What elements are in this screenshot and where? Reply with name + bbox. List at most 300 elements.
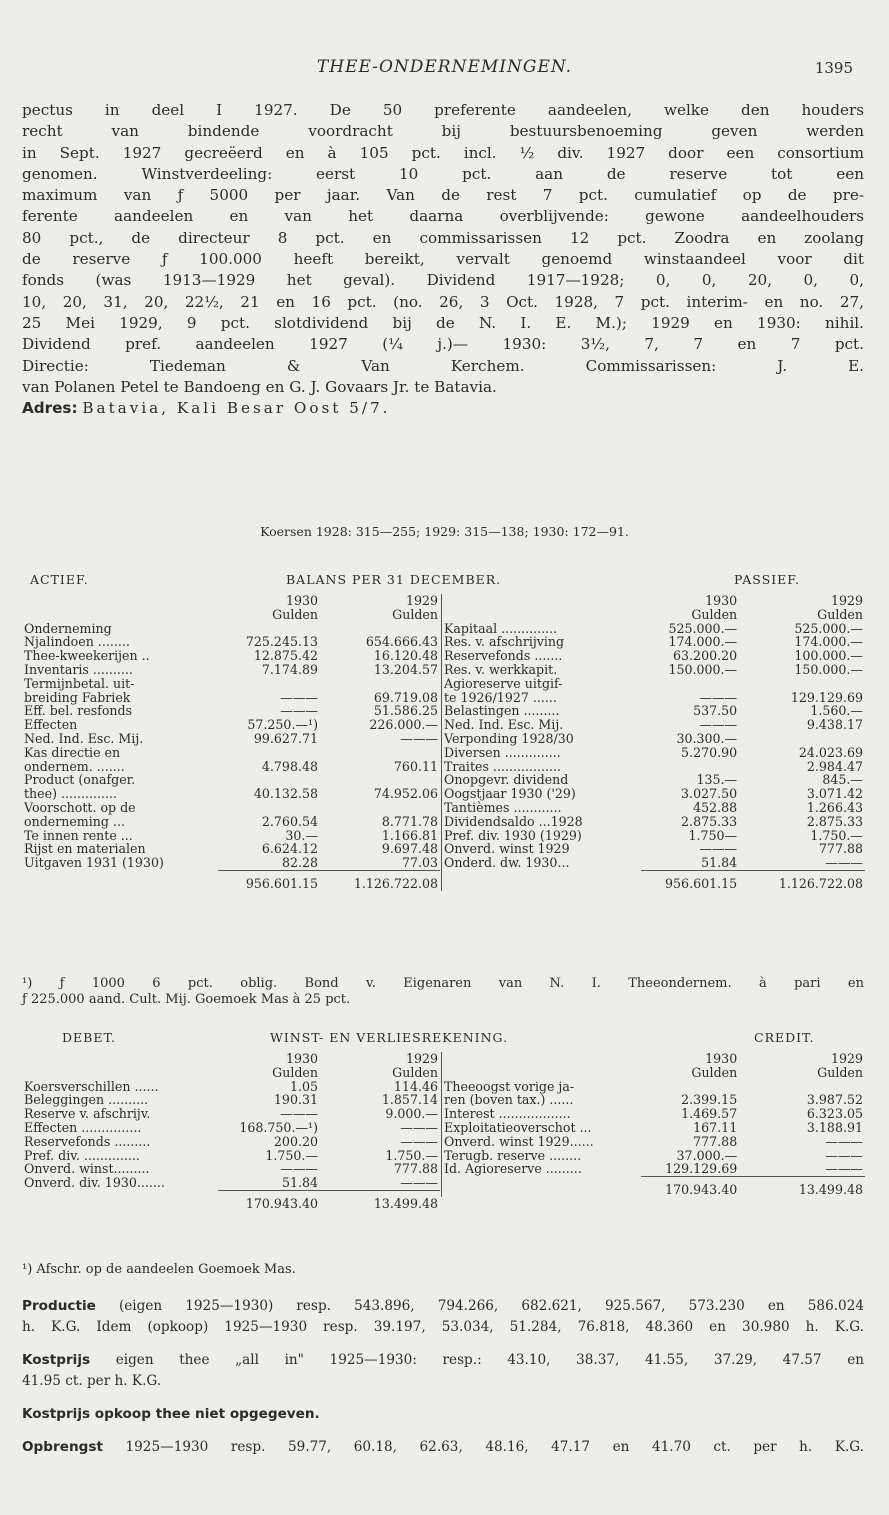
table-row: [22, 1176, 440, 1190]
row-value-1929: 1.750.—: [385, 1147, 438, 1163]
row-value-1929: 1.560.—: [810, 703, 863, 719]
total-1930: 170.943.40: [641, 1177, 739, 1197]
row-value-1930: 30.—: [285, 827, 318, 843]
productie-paragraph: [22, 1296, 864, 1339]
unit-header: Gulden: [691, 606, 738, 622]
table-row: [22, 829, 440, 843]
total-1930: 170.943.40: [218, 1190, 320, 1210]
row-value-1930: 51.84: [701, 855, 738, 871]
row-value-1930: 37.000.—: [676, 1147, 738, 1163]
total-1930: 956.601.15: [641, 870, 739, 890]
totals-spacer: [22, 1190, 218, 1210]
winst-debet-table: [22, 1052, 440, 1211]
row-value-1930: [641, 677, 739, 691]
row-value-1929: 226.000.—: [369, 717, 438, 733]
row-label: Termijnbetal. uit-: [24, 675, 135, 691]
running-header: [0, 57, 889, 81]
actief-heading: ACTIEF.: [30, 572, 89, 587]
kostprijs-paragraph: [22, 1350, 864, 1393]
unit-header: Gulden: [691, 1064, 738, 1080]
row-label: Rijst en materialen: [24, 841, 146, 857]
row-value-1930: 1.05: [289, 1078, 318, 1094]
row-value-1929: 129.129.69: [790, 689, 863, 705]
row-value-1929: 6.323.05: [806, 1106, 863, 1122]
row-label: onderneming ...: [24, 813, 125, 829]
header-spacer: [442, 1066, 642, 1080]
kostprijs-label: Kostprijs: [22, 1352, 91, 1368]
row-label: Verponding 1928/30: [442, 732, 642, 746]
productie-text: (eigen 1925—1930) resp. 543.896, 794.266, 682.621, 925.567, 573.230 en 586.024: [95, 1298, 864, 1314]
year-header-row: [22, 594, 440, 608]
row-value-1929: ———: [825, 1161, 863, 1177]
table-row: [442, 663, 866, 677]
row-label: Agioreserve uitgif-: [442, 677, 642, 691]
koersen-line: Koersen 1928: 315—255; 1929: 315—138; 1930: 172—91.: [260, 524, 629, 539]
unit-header-row: [22, 1066, 440, 1080]
table-row: [22, 677, 440, 691]
intro-line: in Sept. 1927 gecreëerd en à 105 pct. incl. ½ div. 1927 door een consortium: [22, 143, 864, 162]
row-value-1929: 9.000.—: [385, 1106, 438, 1122]
row-label: Res. v. afschrijving: [442, 635, 642, 649]
table-row: [442, 773, 866, 787]
row-label: Onverd. winst 1929......: [442, 1135, 642, 1149]
credit-heading: CREDIT.: [754, 1030, 815, 1045]
row-value-1930: 150.000.—: [668, 661, 738, 677]
unit-header: Gulden: [817, 1064, 863, 1080]
productie-line: h. K.G. Idem (opkoop) 1925—1930 resp. 39.197, 53.034, 51.284, 76.818, 48.360 en 30.980 h. K.G.: [22, 1319, 864, 1336]
running-title: THEE-ONDERNEMINGEN.: [316, 57, 573, 77]
row-value-1930: 40.132.58: [253, 786, 318, 802]
row-value-1930: 537.50: [693, 703, 738, 719]
row-value-1930: 30.300.—: [676, 730, 738, 746]
totals-spacer: [442, 870, 642, 890]
row-label: Voorschott. op de: [24, 799, 136, 815]
year-header-row: [442, 1052, 866, 1066]
table-row: [442, 1121, 866, 1135]
row-value-1929: 174.000.—: [794, 634, 863, 650]
row-value-1929: [320, 746, 440, 760]
row-value-1930: 12.875.42: [253, 648, 318, 664]
row-label: ren (boven tax.) ......: [442, 1093, 642, 1107]
row-label: thee) ..............: [24, 786, 118, 802]
row-value-1929: 777.88: [818, 841, 863, 857]
table-row: [22, 649, 440, 663]
totals-spacer: [442, 1177, 642, 1197]
row-value-1930: [641, 1080, 739, 1094]
row-value-1929: 3.188.91: [806, 1119, 863, 1135]
row-value-1930: [218, 773, 320, 787]
totals-row: [22, 1190, 440, 1210]
row-value-1930: 3.027.50: [681, 786, 738, 802]
unit-header-row: [22, 608, 440, 622]
unit-header-row: [442, 608, 866, 622]
row-value-1929: 2.984.47: [806, 758, 863, 774]
table-row: [22, 1162, 440, 1176]
row-label: Onverd. winst.........: [24, 1161, 150, 1177]
table-row: [22, 622, 440, 636]
table-row: [22, 732, 440, 746]
header-spacer: [22, 608, 218, 622]
row-value-1929: 51.586.25: [373, 703, 438, 719]
row-value-1930: ———: [699, 689, 738, 705]
row-label: Te innen rente ...: [24, 827, 133, 843]
row-value-1930: 1.469.57: [681, 1106, 738, 1122]
row-value-1930: 525.000.—: [668, 620, 738, 636]
row-label: ondernem. .......: [24, 758, 125, 774]
table-row: [442, 718, 866, 732]
productie-line: [22, 1296, 864, 1317]
row-value-1929: 16.120.48: [373, 648, 438, 664]
table-row: [22, 1121, 440, 1135]
year-1929-header: 1929: [830, 593, 863, 608]
row-label: Njalindoen ........: [24, 634, 130, 650]
row-value-1929: 69.719.08: [373, 689, 438, 705]
totals-row: [22, 870, 440, 890]
intro-line: maximum van ƒ 5000 per jaar. Van de rest 7 pct. cumulatief op de pre-: [22, 186, 864, 205]
row-label: Tantièmes ............: [442, 801, 642, 815]
unit-header: Gulden: [817, 606, 863, 622]
header-spacer: [442, 594, 642, 608]
header-spacer: [442, 1052, 642, 1066]
unit-header: Gulden: [272, 606, 318, 622]
year-header-row: [22, 1052, 440, 1066]
table-row: [442, 801, 866, 815]
row-value-1930: 168.750.—¹): [239, 1119, 318, 1135]
row-value-1930: 1.750—: [688, 827, 738, 843]
row-value-1930: 2.875.33: [681, 813, 738, 829]
table-row: [442, 815, 866, 829]
row-value-1929: 1.857.14: [381, 1092, 438, 1108]
unit-header: Gulden: [392, 606, 438, 622]
year-1930-header: 1930: [705, 1051, 738, 1066]
row-value-1930: 777.88: [693, 1133, 738, 1149]
adres-label: Adres:: [22, 399, 78, 418]
table-row: [22, 842, 440, 856]
table-row: [22, 1149, 440, 1163]
row-value-1929: [739, 1080, 865, 1094]
row-label: Kapitaal ..............: [442, 622, 642, 636]
row-value-1929: 1.750.—: [810, 827, 863, 843]
intro-line: fonds (was 1913—1929 het geval). Dividend 1917—1928; 0, 0, 20, 0, 0,: [22, 271, 864, 290]
table-row: [442, 1149, 866, 1163]
table-row: [442, 635, 866, 649]
row-value-1930: 7.174.89: [261, 661, 318, 677]
table-row: [442, 1080, 866, 1094]
row-value-1930: ———: [699, 717, 738, 733]
header-spacer: [442, 608, 642, 622]
balans-footnote-line: ƒ 225.000 aand. Cult. Mij. Goemoek Mas à 25 pct.: [22, 992, 351, 1007]
row-value-1930: 57.250.—¹): [247, 717, 318, 733]
row-value-1929: 13.204.57: [373, 661, 438, 677]
header-spacer: [22, 1066, 218, 1080]
table-row: [442, 704, 866, 718]
intro-line: ferente aandeelen en van het daarna overblijvende: gewone aandeelhouders: [22, 207, 864, 226]
table-row: [22, 691, 440, 705]
row-value-1929: 777.88: [393, 1161, 438, 1177]
total-1930: 956.601.15: [218, 870, 320, 890]
row-value-1930: 51.84: [281, 1175, 318, 1191]
table-row: [442, 622, 866, 636]
table-row: [442, 677, 866, 691]
row-label: Exploitatieoverschot ...: [442, 1121, 642, 1135]
row-value-1929: [320, 801, 440, 815]
row-value-1930: [218, 746, 320, 760]
table-row: [22, 1135, 440, 1149]
row-label: Inventaris ..........: [24, 661, 133, 677]
row-value-1930: ———: [699, 841, 738, 857]
totals-spacer: [22, 870, 218, 890]
total-1929: 13.499.48: [320, 1190, 440, 1210]
table-row: [22, 760, 440, 774]
row-label: Pref. div. ..............: [24, 1147, 140, 1163]
total-1929: 13.499.48: [739, 1177, 865, 1197]
table-row: [442, 856, 866, 870]
row-label: Kas directie en: [24, 744, 121, 760]
row-label: Belastingen .........: [442, 704, 642, 718]
row-label: Pref. div. 1930 (1929): [442, 829, 642, 843]
table-row: [22, 1080, 440, 1094]
row-label: Koersverschillen ......: [24, 1078, 159, 1094]
table-row: [22, 746, 440, 760]
opbrengst-text: 1925—1930 resp. 59.77, 60.18, 62.63, 48.16, 47.17 en 41.70 ct. per h. K.G.: [102, 1439, 864, 1455]
row-value-1930: 63.200.20: [673, 648, 738, 664]
intro-line: de reserve ƒ 100.000 heeft bereikt, vervalt genoemd winstaandeel voor dit: [22, 250, 864, 269]
row-value-1929: ———: [825, 855, 863, 871]
table-row: [22, 787, 440, 801]
row-label: Reservefonds .........: [24, 1133, 151, 1149]
table-row: [442, 760, 866, 774]
row-value-1929: 74.952.06: [373, 786, 438, 802]
intro-paragraph: [22, 100, 864, 419]
row-label: Theeoogst vorige ja-: [442, 1080, 642, 1094]
balans-passief-table: [441, 594, 865, 891]
row-value-1929: ———: [400, 1119, 438, 1135]
intro-line: 80 pct., de directeur 8 pct. en commissarissen 12 pct. Zoodra en zoolang: [22, 228, 864, 247]
row-value-1929: 525.000.—: [794, 620, 863, 636]
kostprijs-line: [22, 1350, 864, 1371]
row-value-1929: 845.—: [822, 772, 863, 788]
row-label: Uitgaven 1931 (1930): [24, 855, 164, 871]
table-row: [22, 704, 440, 718]
table-row: [442, 746, 866, 760]
table-row: [442, 1093, 866, 1107]
row-label: Diversen ..............: [442, 746, 642, 760]
intro-line: pectus in deel I 1927. De 50 preferente aandeelen, welke den houders: [22, 101, 864, 119]
table-row: [22, 635, 440, 649]
table-row: [442, 829, 866, 843]
row-label: Ned. Ind. Esc. Mij.: [442, 718, 642, 732]
adres-line: [22, 398, 864, 419]
kostprijs-opkoop-paragraph: [22, 1404, 864, 1425]
kostprijs-opkoop-text: opkoop thee niet opgegeven.: [90, 1406, 320, 1422]
row-value-1930: 200.20: [273, 1133, 318, 1149]
row-value-1929: ———: [825, 1133, 863, 1149]
table-row: [22, 773, 440, 787]
row-value-1929: [320, 773, 440, 787]
header-spacer: [22, 594, 218, 608]
passief-heading: PASSIEF.: [734, 572, 800, 587]
row-value-1929: 1.266.43: [806, 799, 863, 815]
table-row: [442, 787, 866, 801]
row-label: Res. v. werkkapit.: [442, 663, 642, 677]
row-value-1929: 9.438.17: [806, 717, 863, 733]
table-row: [442, 1162, 866, 1176]
table-row: [442, 732, 866, 746]
row-value-1929: 3.987.52: [806, 1092, 863, 1108]
table-row: [442, 691, 866, 705]
winst-heading: WINST- EN VERLIESREKENING.: [270, 1030, 509, 1045]
year-1930-header: 1930: [285, 1051, 318, 1066]
table-row: [442, 1107, 866, 1121]
row-value-1930: 2.760.54: [261, 813, 318, 829]
debet-heading: DEBET.: [62, 1030, 116, 1045]
table-row: [22, 663, 440, 677]
row-value-1929: ———: [400, 730, 438, 746]
row-label: Effecten ...............: [24, 1119, 142, 1135]
row-label: Eff. bel. resfonds: [24, 703, 133, 719]
opbrengst-label: Opbrengst: [22, 1439, 103, 1455]
table-row: [442, 649, 866, 663]
kostprijs-text: eigen thee „all in" 1925—1930: resp.: 43.10, 38.37, 41.55, 37.29, 47.57 en: [90, 1352, 864, 1368]
row-value-1929: 1.166.81: [381, 827, 438, 843]
row-label: Oogstjaar 1930 ('29): [442, 787, 642, 801]
row-value-1929: ———: [400, 1175, 438, 1191]
row-value-1930: 129.129.69: [665, 1161, 738, 1177]
row-value-1929: [320, 622, 440, 636]
year-1930-header: 1930: [705, 593, 738, 608]
row-label: Onverd. div. 1930.......: [24, 1175, 165, 1191]
table-row: [22, 801, 440, 815]
table-row: [22, 718, 440, 732]
table-row: [442, 842, 866, 856]
year-1929-header: 1929: [405, 593, 438, 608]
adres-value: Batavia, Kali Besar Oost 5/7.: [82, 399, 391, 418]
row-value-1929: 3.071.42: [806, 786, 863, 802]
header-spacer: [22, 1052, 218, 1066]
row-value-1929: 77.03: [401, 855, 438, 871]
row-label: te 1926/1927 ......: [442, 691, 642, 705]
row-value-1929: 654.666.43: [365, 634, 438, 650]
row-value-1930: 452.88: [693, 799, 738, 815]
row-value-1929: 100.000.—: [794, 648, 863, 664]
row-value-1930: 2.399.15: [681, 1092, 738, 1108]
row-value-1929: 150.000.—: [794, 661, 863, 677]
totals-row: [442, 870, 866, 890]
intro-line: 25 Mei 1929, 9 pct. slotdividend bij de N. I. E. M.); 1929 en 1930: nihil.: [22, 313, 864, 332]
row-label: Onderneming: [24, 620, 112, 636]
balans-footnote: [22, 976, 864, 1008]
row-label: Thee-kweekerijen ..: [24, 648, 150, 664]
total-1929: 1.126.722.08: [320, 870, 440, 890]
row-label: Id. Agioreserve .........: [442, 1162, 642, 1176]
row-value-1930: 5.270.90: [681, 744, 738, 760]
row-value-1929: [320, 677, 440, 691]
row-label: Dividendsaldo ...1928: [442, 815, 642, 829]
balans-footnote-line: ¹) ƒ 1000 6 pct. oblig. Bond v. Eigenaren van N. I. Theeondernem. à pari en: [22, 976, 864, 991]
row-value-1930: 174.000.—: [668, 634, 738, 650]
table-row: [442, 1135, 866, 1149]
row-value-1930: 99.627.71: [253, 730, 318, 746]
row-label: Onopgevr. dividend: [442, 773, 642, 787]
row-label: Onverd. winst 1929: [442, 842, 642, 856]
balans-heading: BALANS PER 31 DECEMBER.: [286, 572, 502, 587]
balans-actief-table: [22, 594, 440, 891]
intro-line: recht van bindende voordracht bij bestuursbenoeming geven werden: [22, 122, 864, 141]
row-value-1929: 114.46: [393, 1078, 438, 1094]
row-value-1930: 1.750.—: [265, 1147, 318, 1163]
row-label: Interest ..................: [442, 1107, 642, 1121]
row-value-1930: 135.—: [696, 772, 738, 788]
winst-footnote: ¹) Afschr. op de aandeelen Goemoek Mas.: [22, 1262, 296, 1277]
row-value-1930: [218, 677, 320, 691]
row-value-1930: [218, 622, 320, 636]
row-value-1930: ———: [280, 689, 318, 705]
row-value-1930: ———: [280, 1161, 318, 1177]
row-value-1929: 9.697.48: [381, 841, 438, 857]
row-value-1929: [739, 732, 865, 746]
row-value-1930: 725.245.13: [245, 634, 318, 650]
row-label: Onderd. dw. 1930...: [442, 856, 642, 870]
intro-line: genomen. Winstverdeeling: eerst 10 pct. aan de reserve tot een: [22, 164, 864, 183]
table-row: [22, 856, 440, 870]
row-value-1930: [218, 801, 320, 815]
year-1929-header: 1929: [405, 1051, 438, 1066]
winst-credit-table: [441, 1052, 865, 1197]
kostprijs-opkoop-line: [22, 1404, 864, 1425]
unit-header: Gulden: [272, 1064, 318, 1080]
row-value-1930: 6.624.12: [261, 841, 318, 857]
row-label: Terugb. reserve ........: [442, 1149, 642, 1163]
row-value-1929: 2.875.33: [806, 813, 863, 829]
row-value-1930: ———: [280, 703, 318, 719]
intro-line: Dividend pref. aandeelen 1927 (¼ j.)— 1930: 3½, 7, 7 en 7 pct.: [22, 335, 864, 354]
row-value-1930: [641, 760, 739, 774]
row-label: breiding Fabriek: [24, 689, 131, 705]
year-1929-header: 1929: [830, 1051, 863, 1066]
row-value-1930: 167.11: [693, 1119, 738, 1135]
table-row: [22, 815, 440, 829]
row-label: Beleggingen ..........: [24, 1092, 149, 1108]
row-label: Traites .................: [442, 760, 642, 774]
row-value-1930: 82.28: [281, 855, 318, 871]
row-value-1929: 8.771.78: [381, 813, 438, 829]
row-value-1930: 190.31: [273, 1092, 318, 1108]
totals-row: [442, 1177, 866, 1197]
row-value-1929: ———: [825, 1147, 863, 1163]
row-value-1929: 24.023.69: [798, 744, 863, 760]
kostprijs-opkoop-label: Kostprijs: [22, 1406, 91, 1422]
intro-line: van Polanen Petel te Bandoeng en G. J. Govaars Jr. te Batavia.: [22, 377, 497, 396]
row-label: Reserve v. afschrijv.: [24, 1106, 151, 1122]
row-value-1930: 4.798.48: [261, 758, 318, 774]
row-label: Reservefonds .......: [442, 649, 642, 663]
kostprijs-line: 41.95 ct. per h. K.G.: [22, 1373, 162, 1390]
row-value-1929: 760.11: [393, 758, 438, 774]
row-value-1929: ———: [400, 1133, 438, 1149]
page-number: 1395: [814, 59, 853, 77]
intro-line: Directie: Tiedeman & Van Kerchem. Commissarissen: J. E.: [22, 356, 864, 375]
row-label: Ned. Ind. Esc. Mij.: [24, 730, 144, 746]
row-label: Product (onafger.: [24, 772, 136, 788]
productie-label: Productie: [22, 1298, 96, 1314]
total-1929: 1.126.722.08: [739, 870, 865, 890]
opbrengst-paragraph: [22, 1437, 864, 1458]
unit-header: Gulden: [392, 1064, 438, 1080]
table-row: [22, 1093, 440, 1107]
table-row: [22, 1107, 440, 1121]
row-value-1929: [739, 677, 865, 691]
row-label: Effecten: [24, 717, 78, 733]
